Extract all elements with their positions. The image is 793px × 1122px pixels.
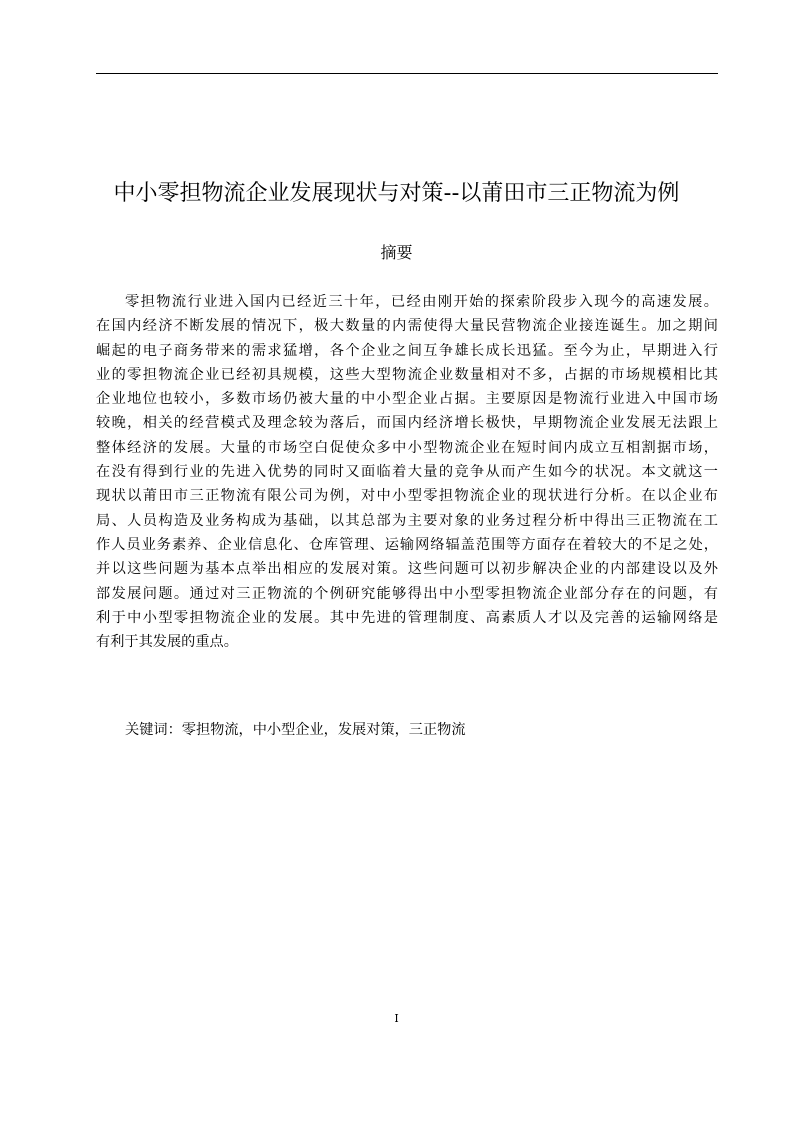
abstract-line: 零担物流行业进入国内已经近三十年，已经由刚开始的探索阶段步入现今的高速发展。 xyxy=(125,294,718,310)
keywords-line: 关键词：零担物流，中小型企业，发展对策，三正物流 xyxy=(125,722,466,738)
abstract-line: 局、人员构造及业务构成为基础，以其总部为主要对象的业务过程分析中得出三正物流在工 xyxy=(96,512,718,529)
abstract-line: 有利于其发展的重点。 xyxy=(96,634,238,651)
abstract-line: 企业地位也较小，多数市场仍被大量的中小型企业占据。主要原因是物流行业进入中国市场 xyxy=(96,391,718,408)
abstract-line: 业的零担物流企业已经初具规模，这些大型物流企业数量相对不多，占据的市场规模相比其 xyxy=(96,366,718,383)
abstract-line: 整体经济的发展。大量的市场空白促使众多中小型物流企业在短时间内成立互相割据市场， xyxy=(96,439,718,456)
abstract-line: 在国内经济不断发展的情况下，极大数量的内需使得大量民营物流企业接连诞生。加之期间 xyxy=(96,318,718,335)
abstract-line: 较晚，相关的经营模式及理念较为落后，而国内经济增长极快，早期物流企业发展无法跟上 xyxy=(96,415,718,432)
abstract-line: 并以这些问题为基本点举出相应的发展对策。这些问题可以初步解决企业的内部建设以及外 xyxy=(96,561,718,578)
abstract-line: 作人员业务素养、企业信息化、仓库管理、运输网络辐盖范围等方面存在着较大的不足之处， xyxy=(96,536,718,553)
abstract-line: 利于中小型零担物流企业的发展。其中先进的管理制度、高素质人才以及完善的运输网络是 xyxy=(96,609,718,626)
header-rule xyxy=(96,73,718,74)
abstract-line: 部发展问题。通过对三正物流的个例研究能够得出中小型零担物流企业部分存在的问题，有 xyxy=(96,585,718,602)
abstract-line: 崛起的电子商务带来的需求猛增，各个企业之间互争雄长成长迅猛。至今为止，早期进入行 xyxy=(96,342,718,359)
abstract-line: 现状以莆田市三正物流有限公司为例，对中小型零担物流企业的现状进行分析。在以企业布 xyxy=(96,488,718,505)
abstract-line: 在没有得到行业的先进入优势的同时又面临着大量的竞争从而产生如今的状况。本文就这一 xyxy=(96,464,718,481)
abstract-paragraph xyxy=(96,290,718,654)
page-title: 中小零担物流企业发展现状与对策--以莆田市三正物流为例 xyxy=(113,181,680,206)
abstract-heading: 摘要 xyxy=(380,243,413,262)
page-number: I xyxy=(394,1012,399,1025)
